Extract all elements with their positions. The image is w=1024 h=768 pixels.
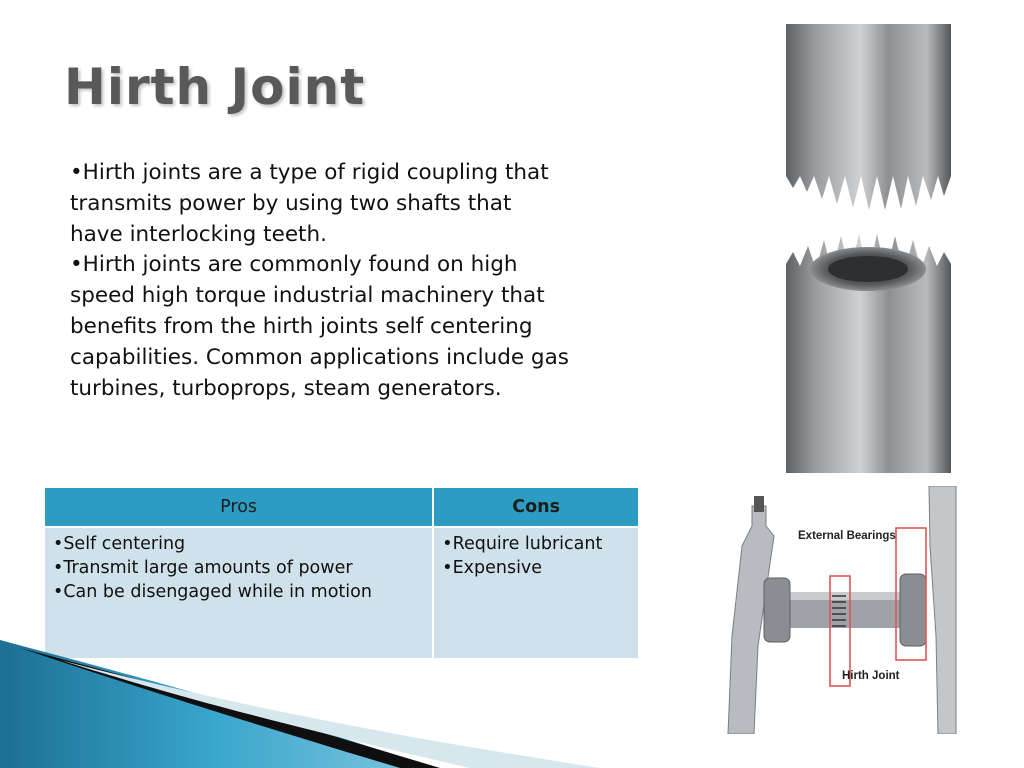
pros-cons-table: [43, 486, 640, 660]
label-external-bearings: External Bearings: [798, 530, 896, 542]
decorative-swoosh: [0, 640, 600, 768]
cons-header: Cons: [433, 487, 639, 527]
pro-item: •Can be disengaged while in motion: [53, 582, 372, 602]
hirth-joint-photo: [786, 24, 951, 473]
body-text: [70, 158, 570, 404]
hirth-joint-diagram: [724, 486, 959, 734]
pro-item: •Transmit large amounts of power: [53, 558, 353, 578]
bullet-applications: •Hirth joints are commonly found on high speed high torque industrial machinery that benefits from the hirth joints self centering capabilities. Common applications include gas turbines, turboprops, steam generators.: [70, 252, 569, 401]
pros-header: Pros: [44, 487, 433, 527]
pro-item: •Self centering: [53, 534, 186, 554]
con-item: •Require lubricant: [442, 534, 603, 554]
slide-title: Hirth Joint: [64, 58, 366, 116]
label-hirth-joint: Hirth Joint: [842, 670, 900, 682]
con-item: •Expensive: [442, 558, 543, 578]
bullet-definition: •Hirth joints are a type of rigid coupling that transmits power by using two shafts that have interlocking teeth.: [70, 160, 549, 247]
